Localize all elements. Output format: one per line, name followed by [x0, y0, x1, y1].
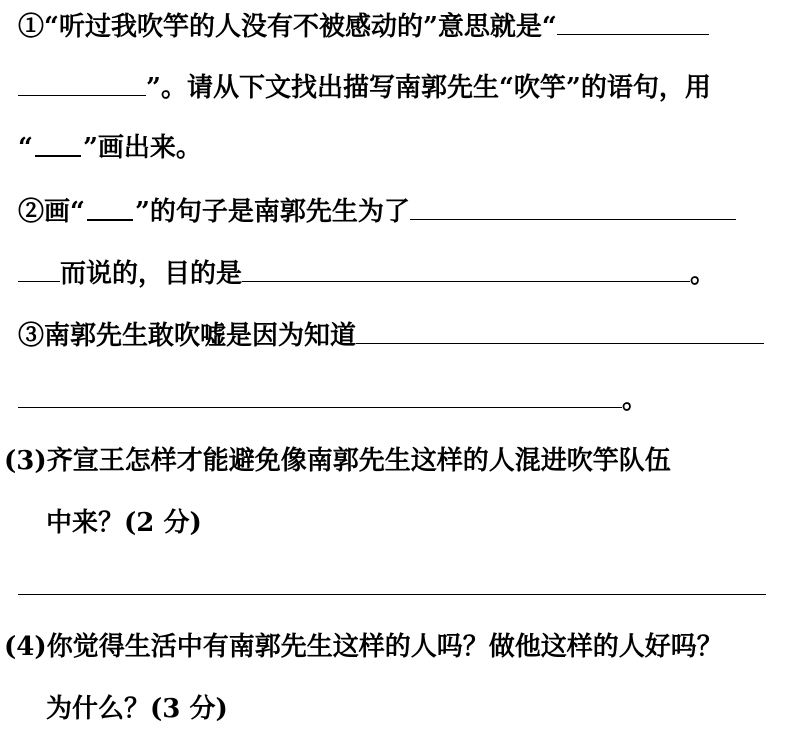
item2-line2 [18, 255, 716, 289]
item2-prompt: ”的句子是南郭先生为了 [134, 197, 410, 227]
question-3-answer-line[interactable] [18, 594, 766, 595]
item3-prompt: ③南郭先生敢吹嘘是因为知道 [18, 321, 357, 351]
item2-answer-blank-2[interactable] [18, 255, 60, 282]
question-4-text: 你觉得生活中有南郭先生这样的人吗？做他这样的人好吗？ [46, 632, 723, 662]
item1-answer-blank-2[interactable] [18, 69, 146, 96]
question-4-text-cont: 为什么？(3 分) [46, 694, 228, 724]
item1-prompt: ①“听过我吹竽的人没有不被感动的”意思就是“ [18, 12, 557, 42]
underline-mark-symbol [35, 141, 81, 157]
item2-period: 。 [690, 259, 717, 289]
question-3-text: 齐宣王怎样才能避免像南郭先生这样的人混进吹竽队伍 [46, 446, 671, 476]
question-4-number: (4) [4, 632, 47, 662]
item1-line1 [18, 8, 709, 42]
question-3-line2 [46, 506, 202, 540]
question-4-line2 [46, 692, 228, 726]
item3-answer-blank-1[interactable] [356, 317, 764, 344]
item3-line1 [18, 317, 764, 351]
item1-answer-blank-1[interactable] [557, 8, 709, 35]
question-4-line1 [4, 630, 723, 664]
item2-prompt-purpose: 而说的，目的是 [60, 259, 243, 289]
item3-period: 。 [622, 385, 649, 415]
item1-instruction-end: ”画出来。 [82, 133, 202, 163]
item1-line3 [18, 131, 202, 165]
question-3-number: (3) [4, 446, 47, 476]
open-quote: “ [18, 133, 33, 163]
underline-mark-symbol-2 [87, 205, 133, 221]
item1-line2 [18, 69, 711, 103]
item2-prompt-start: ②画“ [18, 197, 85, 227]
question-3-text-cont: 中来？(2 分) [46, 508, 202, 538]
item2-answer-blank-3[interactable] [242, 255, 690, 282]
item1-instruction: ”。请从下文找出描写南郭先生“吹竽”的语句，用 [146, 73, 711, 103]
item2-answer-blank-1[interactable] [410, 193, 736, 220]
item3-line2 [18, 381, 648, 415]
item3-answer-blank-2[interactable] [18, 381, 622, 408]
item2-line1 [18, 193, 736, 227]
question-3-line1 [4, 444, 671, 478]
